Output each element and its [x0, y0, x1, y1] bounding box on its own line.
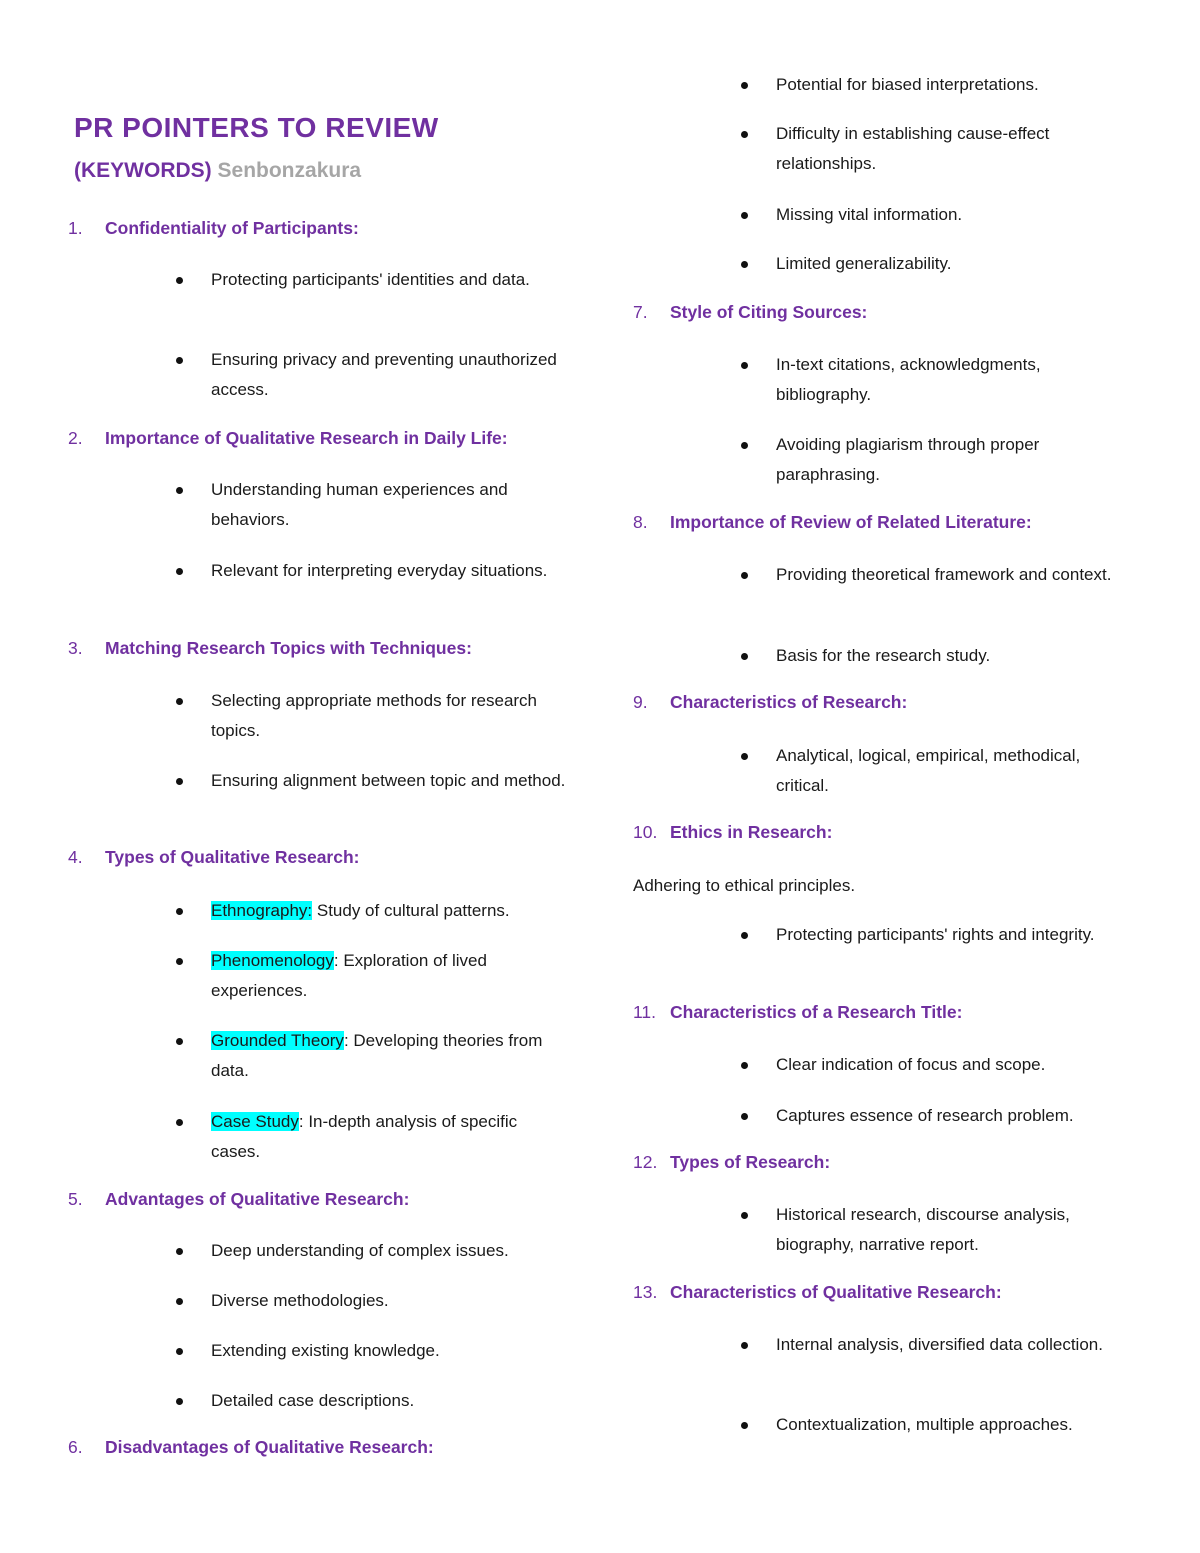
bullet-icon	[741, 362, 748, 369]
section-title: Types of Research:	[670, 1152, 831, 1172]
bullet-icon	[741, 1062, 748, 1069]
list-item: Internal analysis, diversified data collection.	[633, 1330, 1143, 1360]
bullet-icon	[176, 958, 183, 965]
section-title: Style of Citing Sources:	[670, 302, 868, 322]
section-title: Ethics in Research:	[670, 822, 833, 842]
section-title: Importance of Qualitative Research in Daily Life:	[105, 428, 508, 448]
section-heading	[68, 1189, 409, 1210]
section-heading	[633, 1152, 830, 1173]
list-item: Clear indication of focus and scope.	[633, 1050, 1143, 1080]
list-item: In-text citations, acknowledgments, bibliography.	[633, 350, 1143, 410]
section-heading	[633, 512, 1032, 533]
bullet-icon	[176, 277, 183, 284]
section-number: 6.	[68, 1437, 83, 1457]
bullet-icon	[741, 261, 748, 268]
bullet-icon	[176, 1248, 183, 1255]
section-title: Characteristics of Qualitative Research:	[670, 1282, 1002, 1302]
bullet-icon	[741, 932, 748, 939]
section-heading	[633, 822, 832, 843]
document-subtitle	[74, 159, 361, 183]
bullet-icon	[176, 1038, 183, 1045]
list-item: Phenomenology: Exploration of lived experiences.	[68, 946, 578, 1006]
bullet-icon	[176, 568, 183, 575]
section-number: 4.	[68, 847, 83, 867]
bullet-icon	[176, 357, 183, 364]
list-item: Extending existing knowledge.	[68, 1336, 578, 1366]
section-title: Characteristics of Research:	[670, 692, 908, 712]
section-number: 7.	[633, 302, 648, 322]
list-item: Historical research, discourse analysis, biography, narrative report.	[633, 1200, 1143, 1260]
section-title: Matching Research Topics with Techniques:	[105, 638, 472, 658]
list-item: Potential for biased interpretations.	[633, 70, 1143, 100]
section-number: 11.	[633, 1002, 657, 1022]
list-item: Ensuring alignment between topic and method.	[68, 766, 578, 796]
bullet-icon	[741, 212, 748, 219]
list-item: Grounded Theory: Developing theories from data.	[68, 1026, 578, 1086]
list-item: Missing vital information.	[633, 200, 1143, 230]
section-heading	[633, 302, 867, 323]
list-item: Understanding human experiences and behaviors.	[68, 475, 578, 535]
list-item: Ethnography: Study of cultural patterns.	[68, 896, 578, 926]
section-heading	[68, 218, 359, 239]
list-item: Deep understanding of complex issues.	[68, 1236, 578, 1266]
section-number: 8.	[633, 512, 648, 532]
highlighted-term: Ethnography:	[211, 901, 313, 920]
bullet-icon	[741, 1342, 748, 1349]
list-item: Limited generalizability.	[633, 249, 1143, 279]
list-item: Protecting participants' rights and integrity.	[633, 920, 1143, 950]
section-number: 13.	[633, 1282, 658, 1302]
bullet-icon	[741, 572, 748, 579]
subtitle-author: Senbonzakura	[217, 159, 362, 182]
bullet-icon	[176, 1398, 183, 1405]
bullet-icon	[741, 1422, 748, 1429]
section-number: 12.	[633, 1152, 658, 1172]
bullet-icon	[741, 131, 748, 138]
bullet-icon	[741, 1212, 748, 1219]
document-title: PR POINTERS TO REVIEW	[74, 112, 439, 143]
list-item: Protecting participants' identities and data.	[68, 265, 578, 295]
bullet-icon	[176, 698, 183, 705]
section-heading	[633, 1002, 962, 1023]
highlighted-term: Grounded Theory	[211, 1031, 344, 1050]
section-title: Importance of Review of Related Literature:	[670, 512, 1032, 532]
section-number: 9.	[633, 692, 648, 712]
list-item: Detailed case descriptions.	[68, 1386, 578, 1416]
list-item: Basis for the research study.	[633, 641, 1143, 671]
bullet-icon	[176, 487, 183, 494]
list-item: Case Study: In-depth analysis of specific cases.	[68, 1107, 578, 1167]
section-title: Types of Qualitative Research:	[105, 847, 360, 867]
section-heading	[68, 1437, 434, 1458]
list-item: Ensuring privacy and preventing unauthorized access.	[68, 345, 578, 405]
bullet-icon	[176, 778, 183, 785]
highlighted-term: Phenomenology	[211, 951, 334, 970]
section-number: 2.	[68, 428, 83, 448]
section-number: 3.	[68, 638, 83, 658]
bullet-icon	[741, 442, 748, 449]
highlighted-term: Case Study	[211, 1112, 299, 1131]
section-title: Disadvantages of Qualitative Research:	[105, 1437, 434, 1457]
section-title: Characteristics of a Research Title:	[670, 1002, 963, 1022]
bullet-icon	[176, 1348, 183, 1355]
subtitle-keywords: (KEYWORDS)	[74, 159, 212, 182]
section-number: 10.	[633, 822, 658, 842]
section-heading	[633, 692, 907, 713]
list-item: Contextualization, multiple approaches.	[633, 1410, 1143, 1440]
bullet-icon	[741, 1113, 748, 1120]
list-item: Relevant for interpreting everyday situations.	[68, 556, 578, 586]
section-number: 5.	[68, 1189, 83, 1209]
bullet-icon	[741, 753, 748, 760]
section-intro: Adhering to ethical principles.	[633, 876, 856, 895]
section-heading	[68, 847, 360, 868]
list-item: Providing theoretical framework and context.	[633, 560, 1143, 590]
section-heading	[633, 1282, 1002, 1303]
list-item: Diverse methodologies.	[68, 1286, 578, 1316]
bullet-icon	[176, 1298, 183, 1305]
section-title: Confidentiality of Participants:	[105, 218, 359, 238]
list-item: Selecting appropriate methods for research topics.	[68, 686, 578, 746]
list-item: Captures essence of research problem.	[633, 1101, 1143, 1131]
section-number: 1.	[68, 218, 83, 238]
section-heading	[68, 428, 508, 449]
bullet-icon	[741, 653, 748, 660]
section-heading	[68, 638, 472, 659]
bullet-icon	[176, 1119, 183, 1126]
bullet-icon	[741, 82, 748, 89]
list-item: Avoiding plagiarism through proper paraphrasing.	[633, 430, 1143, 490]
list-item: Analytical, logical, empirical, methodical, critical.	[633, 741, 1143, 801]
list-item: Difficulty in establishing cause-effect relationships.	[633, 119, 1143, 179]
bullet-icon	[176, 908, 183, 915]
section-title: Advantages of Qualitative Research:	[105, 1189, 410, 1209]
